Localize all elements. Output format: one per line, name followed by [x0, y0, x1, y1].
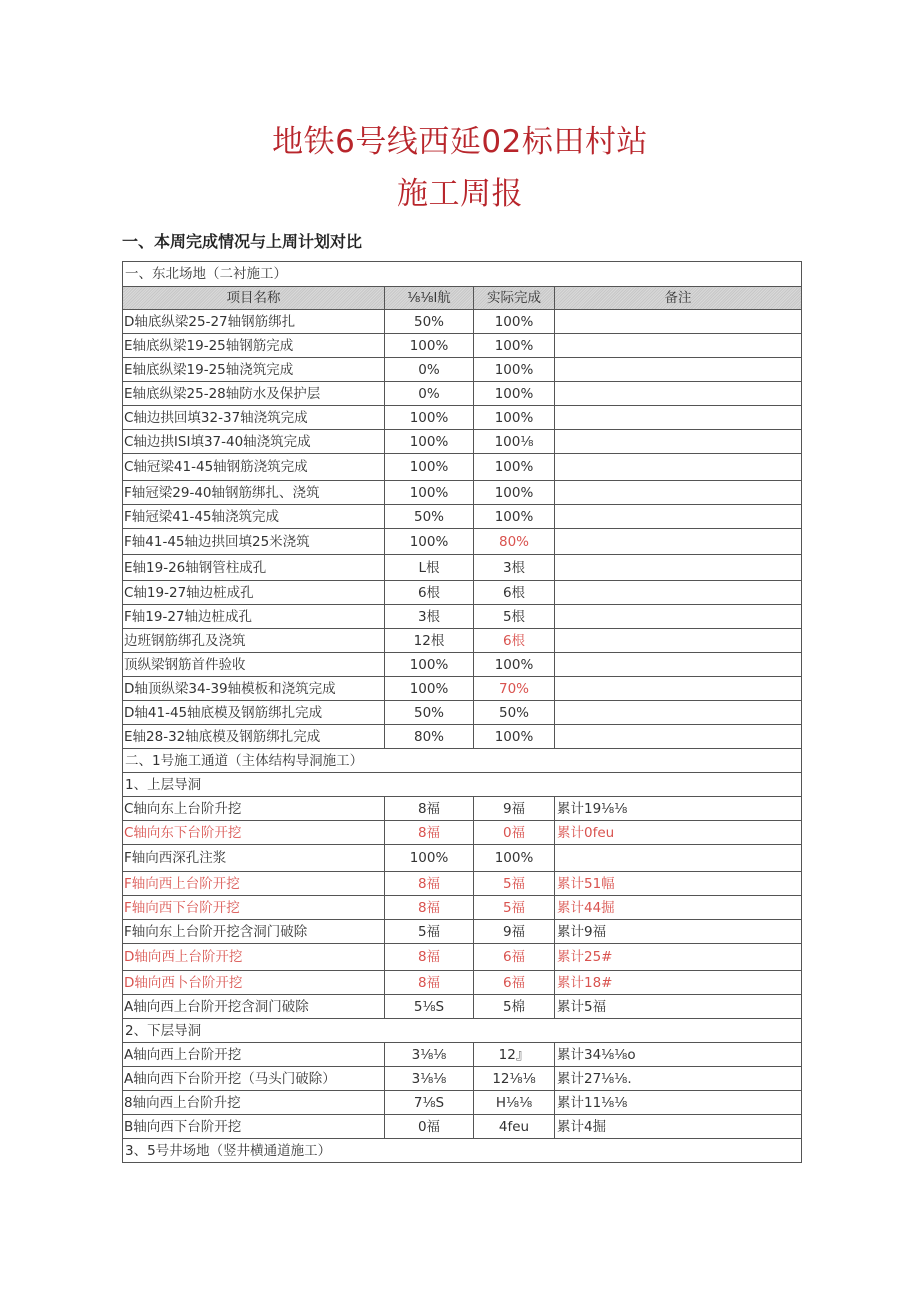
note-value [555, 481, 802, 505]
note-value [555, 701, 802, 725]
note-value [555, 581, 802, 605]
table-row [123, 1067, 802, 1091]
actual-value: 100% [474, 406, 555, 430]
plan-value: 50% [385, 310, 474, 334]
note-value [555, 529, 802, 555]
actual-value: 9福 [474, 920, 555, 944]
table-row [123, 797, 802, 821]
table-row [123, 382, 802, 406]
actual-value: 9福 [474, 797, 555, 821]
item-name: D轴41-45轴底模及钢筋绑扎完成 [123, 701, 385, 725]
actual-value: 80% [474, 529, 555, 555]
actual-value: 100% [474, 454, 555, 481]
note-value: 累计0feu [555, 821, 802, 845]
actual-value: 100% [474, 358, 555, 382]
table-row [123, 529, 802, 555]
note-value [555, 845, 802, 872]
section-title: 3、5号井场地（竖井横通道施工） [123, 1139, 802, 1163]
plan-value: 8福 [385, 872, 474, 896]
table-row [123, 629, 802, 653]
actual-value: H⅛⅛ [474, 1091, 555, 1115]
document-title-line2: 施工周报 [397, 176, 523, 212]
section-title: 二、1号施工通道（主体结构导洞施工） [123, 749, 802, 773]
plan-value: 8福 [385, 896, 474, 920]
plan-value: 0% [385, 358, 474, 382]
section-title: 一、东北场地（二衬施工） [123, 262, 802, 287]
table-section-row [123, 749, 802, 773]
note-value [555, 677, 802, 701]
plan-value: 50% [385, 701, 474, 725]
plan-value: 0% [385, 382, 474, 406]
actual-value: 6福 [474, 944, 555, 971]
plan-value: 8福 [385, 797, 474, 821]
table-row [123, 505, 802, 529]
item-name: F轴41-45轴边拱回填25米浇筑 [123, 529, 385, 555]
table-row [123, 310, 802, 334]
plan-value: 6根 [385, 581, 474, 605]
section-heading: 一、本周完成情况与上周计划对比 [122, 232, 363, 251]
item-name: E轴底纵梁25-28轴防水及保护层 [123, 382, 385, 406]
table-row [123, 896, 802, 920]
table-row [123, 1043, 802, 1067]
note-value: 累计51幅 [555, 872, 802, 896]
note-value: 累计25# [555, 944, 802, 971]
actual-value: 6根 [474, 581, 555, 605]
note-value [555, 382, 802, 406]
table-header-row [123, 287, 802, 310]
note-value: 累计34⅛⅛o [555, 1043, 802, 1067]
item-name: F轴向西深孔注浆 [123, 845, 385, 872]
item-name: 边班钢筋绑孔及浇筑 [123, 629, 385, 653]
plan-value: 100% [385, 653, 474, 677]
item-name: C轴边拱ISI填37-40轴浇筑完成 [123, 430, 385, 454]
note-value: 累计11⅛⅛ [555, 1091, 802, 1115]
actual-value: 4feu [474, 1115, 555, 1139]
actual-value: 0福 [474, 821, 555, 845]
plan-value: L根 [385, 555, 474, 581]
plan-value: 5福 [385, 920, 474, 944]
plan-value: 0福 [385, 1115, 474, 1139]
table-row [123, 701, 802, 725]
table-row [123, 995, 802, 1019]
plan-value: 3⅛⅛ [385, 1067, 474, 1091]
plan-value: 100% [385, 454, 474, 481]
actual-value: 100% [474, 481, 555, 505]
item-name: E轴28-32轴底模及钢筋绑扎完成 [123, 725, 385, 749]
actual-value: 100% [474, 310, 555, 334]
actual-value: 100% [474, 725, 555, 749]
actual-value: 5根 [474, 605, 555, 629]
note-value [555, 334, 802, 358]
plan-value: 80% [385, 725, 474, 749]
table-row [123, 1115, 802, 1139]
table-subsection-row [123, 773, 802, 797]
actual-value: 5福 [474, 896, 555, 920]
plan-value: 50% [385, 505, 474, 529]
table-row [123, 653, 802, 677]
plan-value: 8福 [385, 944, 474, 971]
table-row [123, 481, 802, 505]
plan-value: 3⅛⅛ [385, 1043, 474, 1067]
actual-value: 100⅛ [474, 430, 555, 454]
note-value [555, 555, 802, 581]
note-value [555, 653, 802, 677]
table-row [123, 555, 802, 581]
table-section-row [123, 262, 802, 287]
item-name: E轴底纵梁19-25轴钢筋完成 [123, 334, 385, 358]
note-value [555, 725, 802, 749]
item-name: B轴向西下台阶开挖 [123, 1115, 385, 1139]
table-row [123, 677, 802, 701]
table-row [123, 581, 802, 605]
document-title-line1: 地铁6号线西延02标田村站 [272, 124, 648, 160]
plan-value: 100% [385, 406, 474, 430]
note-value [555, 430, 802, 454]
actual-value: 100% [474, 382, 555, 406]
table-row [123, 821, 802, 845]
item-name: A轴向西上台阶开挖 [123, 1043, 385, 1067]
note-value [555, 629, 802, 653]
table-row [123, 971, 802, 995]
actual-value: 50% [474, 701, 555, 725]
plan-value: 100% [385, 845, 474, 872]
progress-table [122, 261, 802, 1163]
note-value: 累计19⅛⅛ [555, 797, 802, 821]
item-name: D轴底纵梁25-27轴钢筋绑扎 [123, 310, 385, 334]
plan-value: 100% [385, 529, 474, 555]
table-row [123, 430, 802, 454]
actual-value: 6根 [474, 629, 555, 653]
item-name: E轴底纵梁19-25轴浇筑完成 [123, 358, 385, 382]
note-value: 累计4掘 [555, 1115, 802, 1139]
item-name: F轴向西上台阶开挖 [123, 872, 385, 896]
actual-value: 100% [474, 334, 555, 358]
item-name: D轴向西上台阶开挖 [123, 944, 385, 971]
item-name: F轴向东上台阶开挖含洞门破除 [123, 920, 385, 944]
table-row [123, 920, 802, 944]
column-header-plan: ⅛⅛l航 [385, 287, 474, 310]
table-row [123, 454, 802, 481]
item-name: E轴19-26轴钢管柱成孔 [123, 555, 385, 581]
note-value [555, 605, 802, 629]
item-name: C轴冠梁41-45轴钢筋浇筑完成 [123, 454, 385, 481]
item-name: F轴冠梁29-40轴钢筋绑扎、浇筑 [123, 481, 385, 505]
item-name: D轴向西卜台阶开挖 [123, 971, 385, 995]
plan-value: 8福 [385, 971, 474, 995]
item-name: 顶纵梁钢筋首件验收 [123, 653, 385, 677]
note-value [555, 310, 802, 334]
note-value: 累计5福 [555, 995, 802, 1019]
plan-value: 100% [385, 481, 474, 505]
note-value: 累计9福 [555, 920, 802, 944]
subsection-title: 2、下层导洞 [123, 1019, 802, 1043]
note-value [555, 454, 802, 481]
column-header-note: 备注 [555, 287, 802, 310]
actual-value: 70% [474, 677, 555, 701]
note-value: 累计44掘 [555, 896, 802, 920]
plan-value: 100% [385, 430, 474, 454]
plan-value: 12根 [385, 629, 474, 653]
table-row [123, 358, 802, 382]
actual-value: 100% [474, 505, 555, 529]
note-value: 累计18# [555, 971, 802, 995]
table-row [123, 406, 802, 430]
item-name: F轴19-27轴边桩成孔 [123, 605, 385, 629]
plan-value: 5⅛S [385, 995, 474, 1019]
table-row [123, 605, 802, 629]
subsection-title: 1、上层导洞 [123, 773, 802, 797]
plan-value: 100% [385, 677, 474, 701]
item-name: 8轴向西上台阶升挖 [123, 1091, 385, 1115]
item-name: C轴向东上台阶升挖 [123, 797, 385, 821]
actual-value: 3根 [474, 555, 555, 581]
note-value [555, 406, 802, 430]
plan-value: 7⅛S [385, 1091, 474, 1115]
item-name: C轴边拱回填32-37轴浇筑完成 [123, 406, 385, 430]
actual-value: 5棉 [474, 995, 555, 1019]
note-value: 累计27⅛⅛. [555, 1067, 802, 1091]
item-name: C轴向东下台阶开挖 [123, 821, 385, 845]
actual-value: 5福 [474, 872, 555, 896]
item-name: D轴顶纵梁34-39轴模板和浇筑完成 [123, 677, 385, 701]
column-header-name: 项目名称 [123, 287, 385, 310]
item-name: A轴向西上台阶开挖含洞门破除 [123, 995, 385, 1019]
item-name: C轴19-27轴边桩成孔 [123, 581, 385, 605]
table-row [123, 334, 802, 358]
table-row [123, 944, 802, 971]
actual-value: 6福 [474, 971, 555, 995]
plan-value: 3根 [385, 605, 474, 629]
actual-value: 12』 [474, 1043, 555, 1067]
table-row [123, 872, 802, 896]
table-subsection-row [123, 1019, 802, 1043]
plan-value: 100% [385, 334, 474, 358]
actual-value: 12⅛⅛ [474, 1067, 555, 1091]
table-row [123, 725, 802, 749]
table-row [123, 1091, 802, 1115]
item-name: F轴向西下台阶开挖 [123, 896, 385, 920]
note-value [555, 505, 802, 529]
actual-value: 100% [474, 653, 555, 677]
table-row [123, 845, 802, 872]
note-value [555, 358, 802, 382]
item-name: A轴向西下台阶开挖（马头门破除） [123, 1067, 385, 1091]
actual-value: 100% [474, 845, 555, 872]
item-name: F轴冠梁41-45轴浇筑完成 [123, 505, 385, 529]
table-section-row [123, 1139, 802, 1163]
plan-value: 8福 [385, 821, 474, 845]
column-header-actual: 实际完成 [474, 287, 555, 310]
